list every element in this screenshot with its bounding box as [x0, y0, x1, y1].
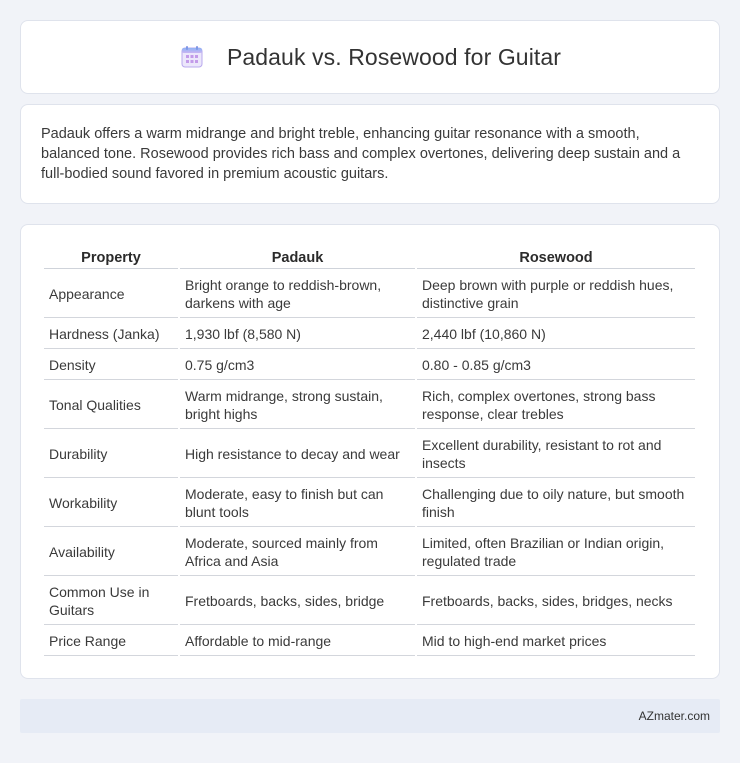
title-card — [20, 20, 720, 94]
property-cell: Appearance — [44, 271, 178, 318]
property-cell: Hardness (Janka) — [44, 320, 178, 349]
table-row — [44, 431, 695, 478]
padauk-cell: High resistance to decay and wear — [180, 431, 415, 478]
table-header-row — [44, 247, 695, 269]
page-title: Padauk vs. Rosewood for Guitar — [226, 43, 562, 70]
comparison-card — [20, 224, 720, 679]
rosewood-cell: Challenging due to oily nature, but smooth finish — [417, 480, 695, 527]
padauk-cell: 0.75 g/cm3 — [180, 351, 415, 380]
property-cell: Durability — [44, 431, 178, 478]
property-cell: Workability — [44, 480, 178, 527]
padauk-cell: Moderate, sourced mainly from Africa and Asia — [180, 529, 415, 576]
comparison-table — [42, 245, 697, 658]
table-row — [44, 351, 695, 380]
padauk-cell: Moderate, easy to finish but can blunt tools — [180, 480, 415, 527]
property-cell: Availability — [44, 529, 178, 576]
property-cell: Tonal Qualities — [44, 382, 178, 429]
padauk-cell: Fretboards, backs, sides, bridge — [180, 578, 415, 625]
column-header-padauk: Padauk — [180, 247, 415, 269]
rosewood-cell: 2,440 lbf (10,860 N) — [417, 320, 695, 349]
table-row — [44, 529, 695, 576]
table-row — [44, 320, 695, 349]
rosewood-cell: Deep brown with purple or reddish hues, distinctive grain — [417, 271, 695, 318]
table-row — [44, 480, 695, 527]
column-header-rosewood: Rosewood — [417, 247, 695, 269]
property-cell: Price Range — [44, 627, 178, 656]
rosewood-cell: Limited, often Brazilian or Indian origin, regulated trade — [417, 529, 695, 576]
property-cell: Density — [44, 351, 178, 380]
padauk-cell: Affordable to mid-range — [180, 627, 415, 656]
padauk-cell: Warm midrange, strong sustain, bright highs — [180, 382, 415, 429]
summary-text: Padauk offers a warm midrange and bright treble, enhancing guitar resonance with a smooth, balanced tone. Rosewood provides rich bass and complex overtones, delivering deep sustain and a full-bodied sound favored in premium acoustic guitars. — [41, 126, 681, 182]
table-row — [44, 382, 695, 429]
table-row — [44, 578, 695, 625]
footer-bar — [20, 699, 720, 733]
padauk-cell: Bright orange to reddish-brown, darkens with age — [180, 271, 415, 318]
rosewood-cell: Excellent durability, resistant to rot and insects — [417, 431, 695, 478]
table-row — [44, 271, 695, 318]
table-row — [44, 627, 695, 656]
rosewood-cell: Rich, complex overtones, strong bass response, clear trebles — [417, 382, 695, 429]
rosewood-cell: Mid to high-end market prices — [417, 627, 695, 656]
rosewood-cell: 0.80 - 0.85 g/cm3 — [417, 351, 695, 380]
padauk-cell: 1,930 lbf (8,580 N) — [180, 320, 415, 349]
calendar-grid-icon — [179, 44, 205, 70]
column-header-property: Property — [44, 247, 178, 269]
rosewood-cell: Fretboards, backs, sides, bridges, necks — [417, 578, 695, 625]
footer-site-label: AZmater.com — [638, 709, 710, 723]
property-cell: Common Use in Guitars — [44, 578, 178, 625]
summary-card — [20, 104, 720, 204]
